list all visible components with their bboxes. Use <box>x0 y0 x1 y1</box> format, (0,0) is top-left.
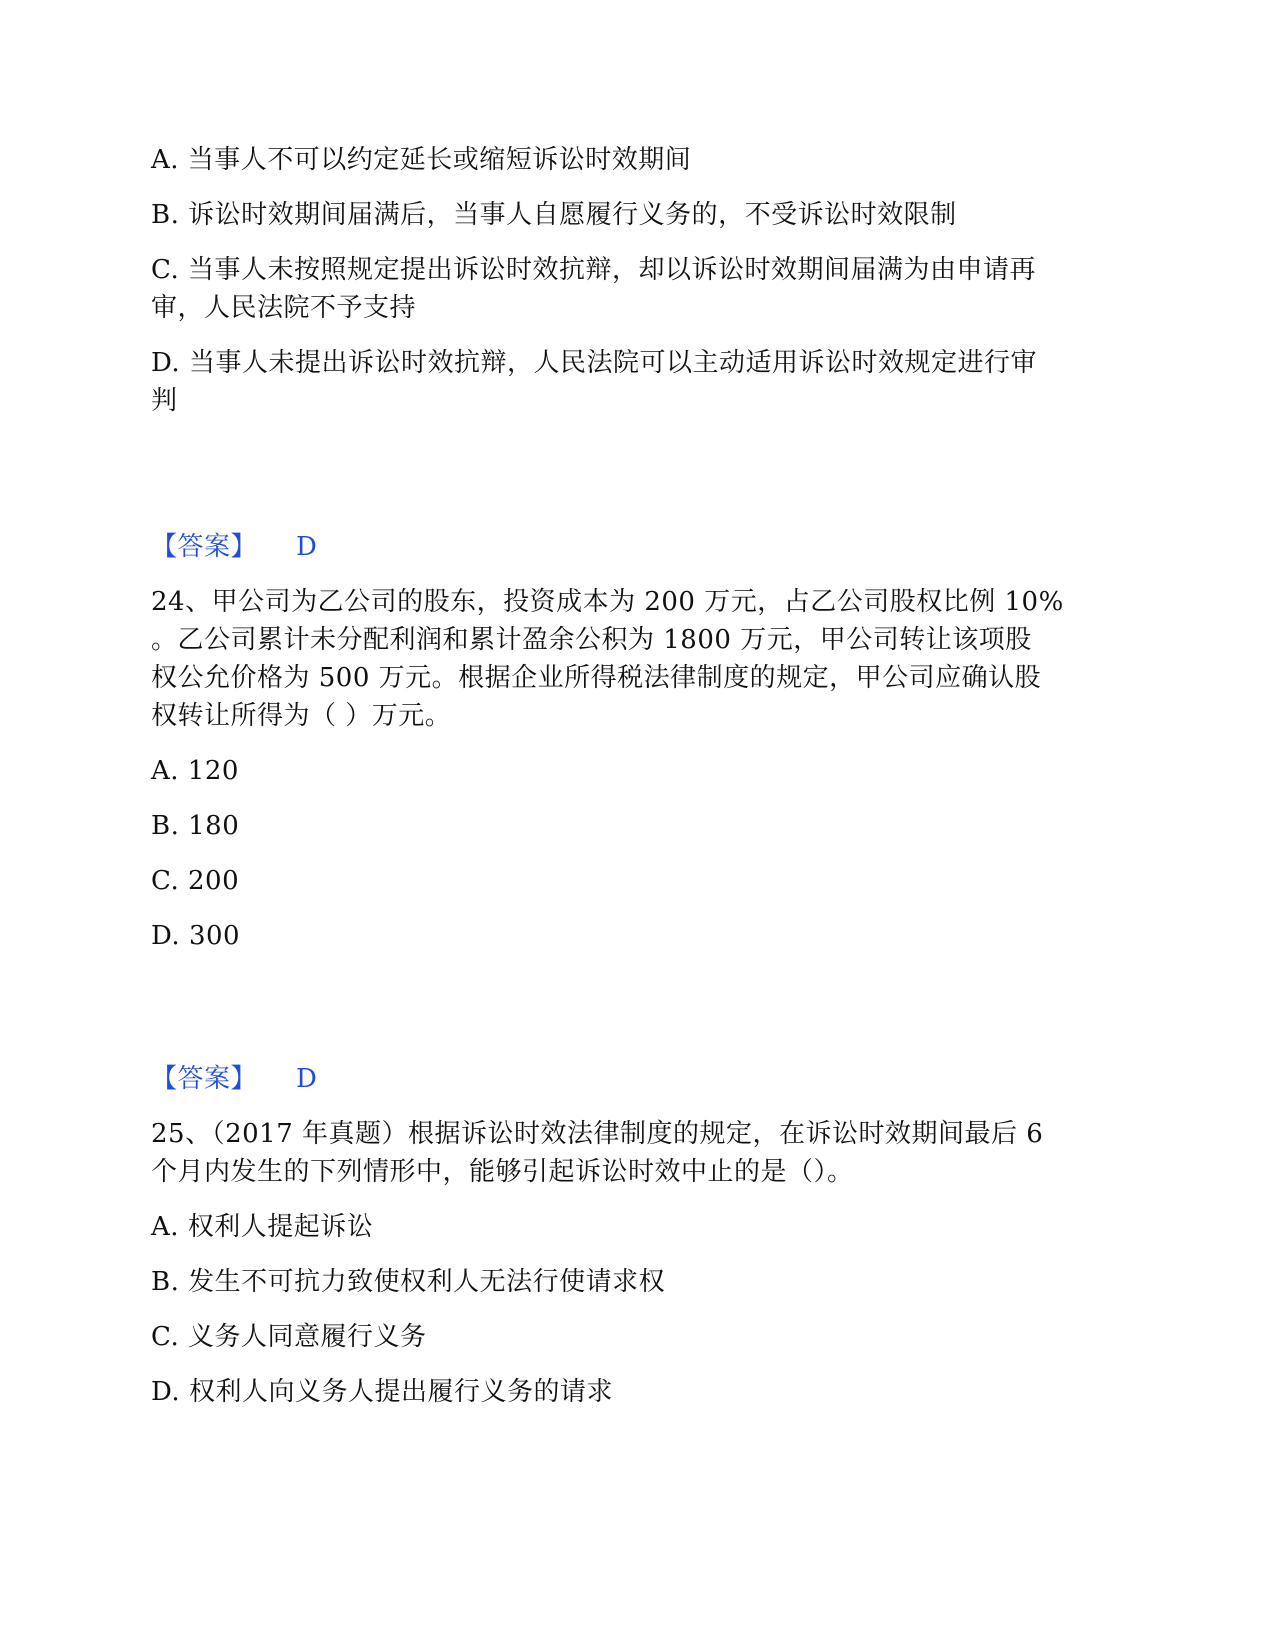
answer-label: 【答案】 <box>151 1064 258 1094</box>
q24-stem-line1: 24、甲公司为乙公司的股东，投资成本为 200 万元，占乙公司股权比例 10% <box>151 587 1064 617</box>
q24-stem-line2: 。乙公司累计未分配利润和累计盈余公积为 1800 万元，甲公司转让该项股 <box>151 625 1032 655</box>
q23-option-d-line2: 判 <box>151 386 178 416</box>
q25-option-b: B. 发生不可抗力致使权利人无法行使请求权 <box>151 1267 666 1297</box>
q24-option-a: A. 120 <box>151 756 239 786</box>
q25-option-a: A. 权利人提起诉讼 <box>151 1212 374 1242</box>
answer-row-2 <box>151 1064 318 1094</box>
q23-option-c-line1: C. 当事人未按照规定提出诉讼时效抗辩，却以诉讼时效期间届满为由申请再 <box>151 255 1036 285</box>
answer-value: D <box>296 532 318 562</box>
q24-option-c: C. 200 <box>151 866 240 896</box>
q25-option-c: C. 义务人同意履行义务 <box>151 1322 427 1352</box>
q23-option-d-line1: D. 当事人未提出诉讼时效抗辩，人民法院可以主动适用诉讼时效规定进行审 <box>151 348 1037 378</box>
q23-option-b: B. 诉讼时效期间届满后，当事人自愿履行义务的，不受诉讼时效限制 <box>151 200 957 230</box>
q23-option-a: A. 当事人不可以约定延长或缩短诉讼时效期间 <box>151 145 692 175</box>
answer-label: 【答案】 <box>151 532 258 562</box>
q25-stem-line1: 25、（2017 年真题）根据诉讼时效法律制度的规定，在诉讼时效期间最后 6 <box>151 1119 1044 1149</box>
q24-stem-line3: 权公允价格为 500 万元。根据企业所得税法律制度的规定，甲公司应确认股 <box>151 663 1042 693</box>
q25-option-d: D. 权利人向义务人提出履行义务的请求 <box>151 1377 613 1407</box>
q24-option-d: D. 300 <box>151 921 241 951</box>
q24-stem-line4: 权转让所得为（ ）万元。 <box>151 701 452 731</box>
q23-option-c-line2: 审，人民法院不予支持 <box>151 293 417 323</box>
q24-option-b: B. 180 <box>151 811 240 841</box>
answer-value: D <box>296 1064 318 1094</box>
answer-row-1 <box>151 532 318 562</box>
q25-stem-line2: 个月内发生的下列情形中，能够引起诉讼时效中止的是（）。 <box>151 1157 854 1187</box>
